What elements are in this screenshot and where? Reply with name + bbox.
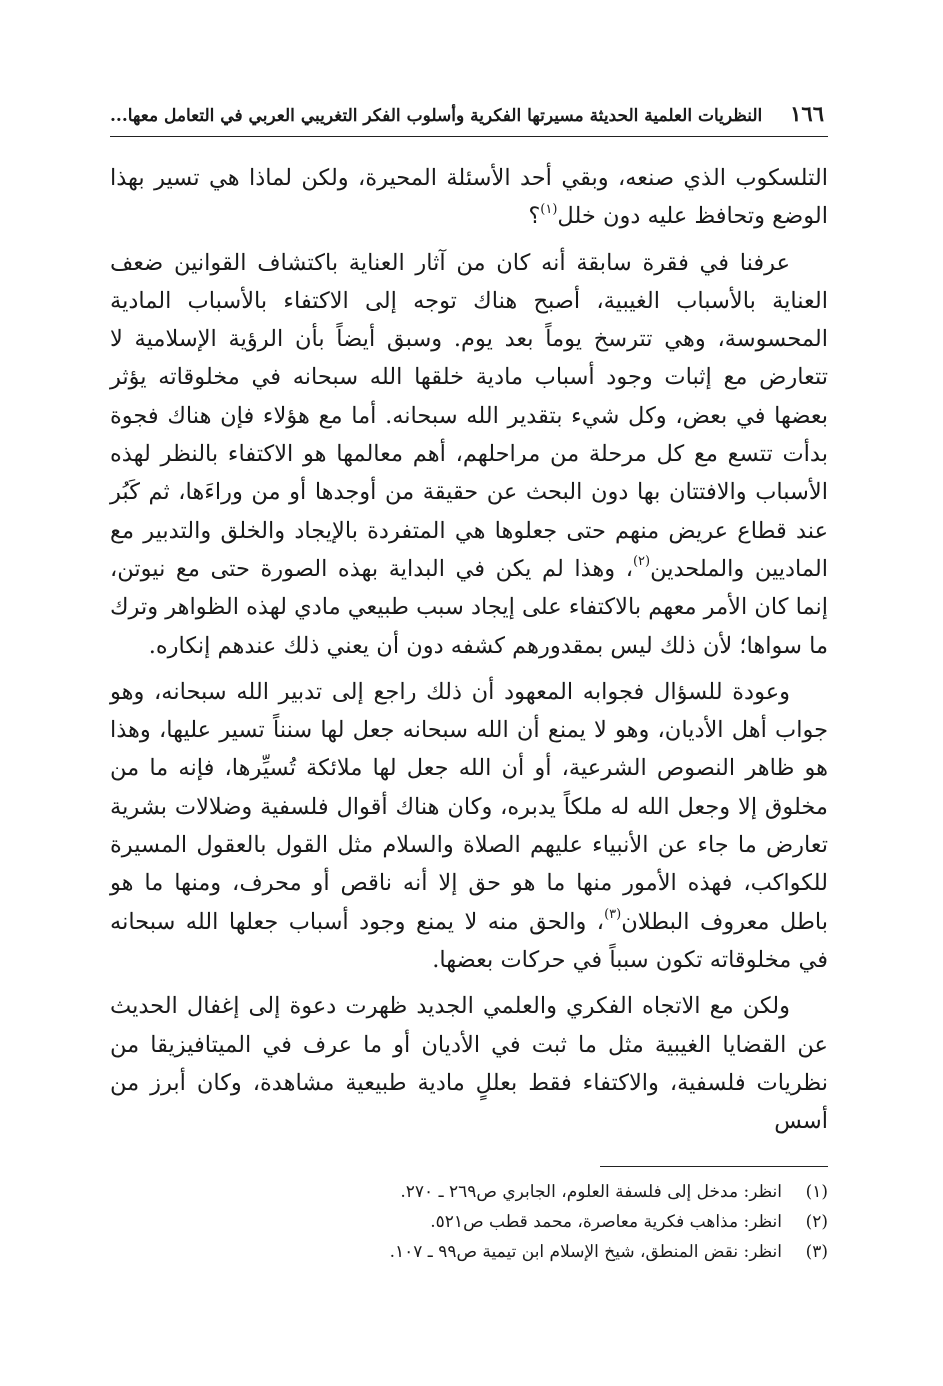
footnote-1	[110, 1177, 828, 1207]
footnote-3-text: انظر: نقض المنطق، شيخ الإسلام ابن تيمية ص٩٩ ـ ١٠٧.	[389, 1242, 782, 1263]
footnote-1-text: انظر: مدخل إلى فلسفة العلوم، الجابري ص٢٦٩ ـ ٢٧٠.	[400, 1182, 782, 1203]
paragraph-4-text: ولكن مع الاتجاه الفكري والعلمي الجديد ظهرت دعوة إلى إغفال الحديث عن القضايا الغيبية مثل ما ثبت في الأديان أو ما عرف في الميتافيزيقا من نظريات فلسفية، والاكتفاء فقط بعللٍ مادية طبيعية مشاهدة، وكان أبرز من أسس	[110, 993, 828, 1135]
paragraph-1-end: ؟	[528, 203, 541, 230]
footnote-2-text: انظر: مذاهب فكرية معاصرة، محمد قطب ص٥٢١.	[430, 1212, 782, 1233]
paragraph-3-text-b: ، والحق منه لا يمنع وجود أسباب جعلها الله سبحانه في مخلوقاته تكون سبباً في حركات بعضها.	[110, 908, 828, 973]
footnote-2	[110, 1207, 828, 1237]
page-number: ١٦٦	[790, 101, 824, 126]
paragraph-4	[110, 987, 828, 1140]
footnotes	[110, 1177, 828, 1267]
footnote-1-number: (١)	[805, 1182, 828, 1203]
running-head	[110, 100, 828, 137]
body-text	[110, 159, 828, 1140]
paragraph-3	[110, 673, 828, 979]
paragraph-3-text-a: وعودة للسؤال فجوابه المعهود أن ذلك راجع إلى تدبير الله سبحانه، وهو جواب أهل الأديان، وهو لا يمنع أن الله سبحانه جعل لها سنناً تسير عليها، وهذا هو ظاهر النصوص الشرعية، أو أن الله جعل لها ملائكة تُسيِّرها، فإنه ما من مخلوق إلا وجعل الله له ملكاً يدبره، وكان هناك أقوال فلسفية وضلالات بشرية تعارض ما جاء عن الأنبياء عليهم الصلاة والسلام مثل القول بالعقول المسيرة للكواكب، فهذه الأمور منها ما هو حق إلا أنه ناقص أو محرف، ومنها ما هو باطل معروف البطلان	[110, 678, 828, 935]
footnote-separator	[600, 1166, 828, 1167]
footnote-2-number: (٢)	[805, 1212, 828, 1233]
paragraph-2-text-a: عرفنا في فقرة سابقة أنه كان من آثار العناية باكتشاف القوانين ضعف العناية بالأسباب الغيبية، أصبح هناك توجه إلى الاكتفاء بالأسباب المادية المحسوسة، وهي تترسخ يوماً بعد يوم. وسبق أيضاً بأن الرؤية الإسلامية لا تتعارض مع إثبات وجود أسباب مادية خلقها الله سبحانه في مخلوقاته يؤثر بعضها في بعض، وكل شيء بتقدير الله سبحانه. أما مع هؤلاء فإن هناك فجوة بدأت تتسع مع كل مرحلة من مراحلهم، أهم معالمها هو الاكتفاء بالنظر لهذه الأسباب والافتتان بها دون البحث عن حقيقة من أوجدها أو من وراءَها، ثم كَبُر عند قطاع عريض منهم حتى جعلوها هي المتفردة بالإيجاد والخلق والتدبير مع الماديين والملحدين	[110, 249, 828, 582]
footnote-ref-3[interactable]: (٣)	[604, 907, 622, 923]
footnote-ref-2[interactable]: (٢)	[632, 554, 651, 570]
paragraph-1-text: التلسكوب الذي صنعه، وبقي أحد الأسئلة المحيرة، ولكن لماذا هي تسير بهذا الوضع وتحافظ عليه دون خلل	[110, 165, 828, 230]
footnote-3	[110, 1237, 828, 1267]
footnote-ref-1[interactable]: (١)	[540, 201, 558, 217]
book-page	[110, 100, 828, 1267]
paragraph-2-text-b: ، وهذا لم يكن في البداية بهذه الصورة حتى مع نيوتن، إنما كان الأمر معهم بالاكتفاء على إيجاد سبب طبيعي مادي لهذه الظواهر وترك ما سواها؛ لأن ذلك ليس بمقدورهم كشفه دون أن يعني ذلك عندهم إنكاره.	[110, 555, 828, 659]
paragraph-2	[110, 244, 828, 665]
running-title: النظريات العلمية الحديثة مسيرتها الفكرية وأسلوب الفكر التغريبي العربي في التعامل معها...	[110, 106, 763, 126]
paragraph-1	[110, 159, 828, 236]
footnote-3-number: (٣)	[805, 1242, 828, 1263]
